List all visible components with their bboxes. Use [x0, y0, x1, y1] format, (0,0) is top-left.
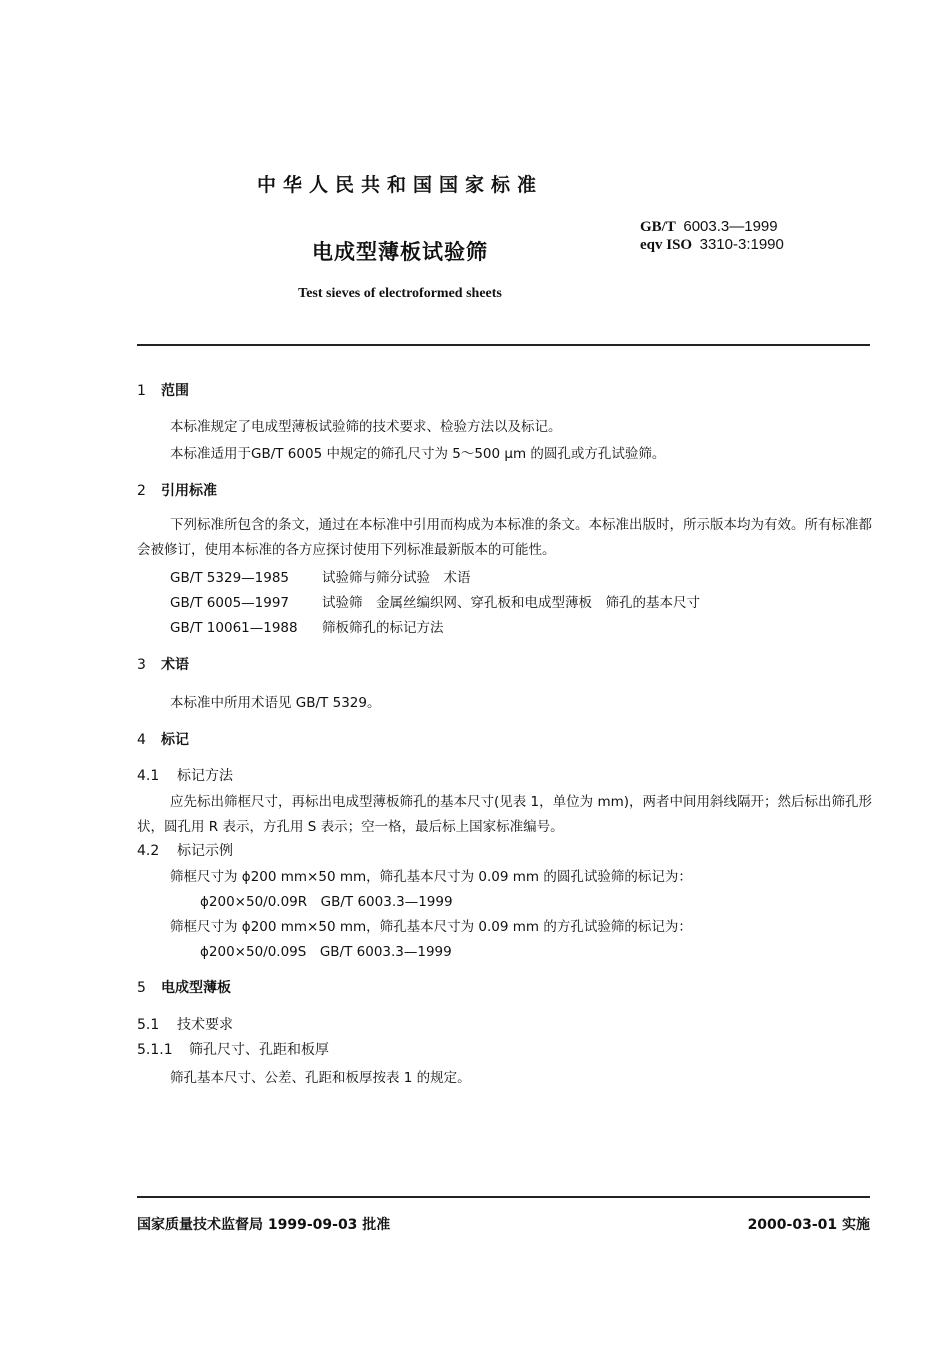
subsection-number: 4.1: [137, 768, 160, 784]
subsection-title: 标记示例: [177, 843, 233, 859]
section-2-paragraph: 下列标准所包含的条文，通过在本标准中引用而构成为本标准的条文。本标准出版时，所示版本均为有效。所有标准都会被修订，使用本标准的各方应探讨使用下列标准最新版本的可能性。: [137, 517, 872, 558]
section-3-paragraph: 本标准中所用术语见 GB/T 5329。: [170, 695, 381, 711]
subsection-number: 4.2: [137, 843, 160, 859]
footer-divider: [137, 1196, 870, 1198]
example-1-text: 筛框尺寸为 ϕ200 mm×50 mm，筛孔基本尺寸为 0.09 mm 的圆孔试验筛的标记为：: [170, 869, 692, 885]
subsection-number: 5.1.1: [137, 1042, 173, 1058]
national-standard-heading: 中华人民共和国国家标准: [256, 174, 543, 196]
equivalent-number: 3310-3:1990: [699, 236, 784, 253]
section-title: 术语: [161, 657, 189, 673]
section-number: 3: [137, 657, 146, 673]
section-title: 电成型薄板: [161, 980, 231, 996]
subsection-5-1-1-paragraph: 筛孔基本尺寸、公差、孔距和板厚按表 1 的规定。: [170, 1070, 471, 1086]
effective-date: 2000-03-01 实施: [747, 1217, 870, 1233]
section-title: 引用标准: [161, 483, 217, 499]
example-1-marking: ϕ200×50/0.09R GB/T 6003.3—1999: [200, 894, 453, 910]
header-divider: [137, 344, 870, 346]
section-number: 4: [137, 732, 146, 748]
section-title: 标记: [161, 732, 189, 748]
subsection-title: 技术要求: [177, 1017, 233, 1033]
subsection-title: 标记方法: [177, 768, 233, 784]
section-3-heading: [137, 654, 189, 674]
standard-number-value: 6003.3—1999: [683, 218, 778, 235]
standard-number: [640, 218, 784, 236]
reference-title: 试验筛与筛分试验 术语: [322, 570, 471, 586]
reference-item: [170, 566, 471, 586]
subsection-4-2-heading: [137, 840, 233, 860]
subsection-number: 5.1: [137, 1017, 160, 1033]
section-number: 1: [137, 383, 146, 399]
section-1-paragraph-2: 本标准适用于GB/T 6005 中规定的筛孔尺寸为 5～500 μm 的圆孔或方孔试验筛。: [170, 446, 666, 462]
reference-title: 筛板筛孔的标记方法: [322, 620, 444, 636]
document-title-en: Test sieves of electroformed sheets: [298, 286, 502, 301]
section-5-heading: [137, 977, 231, 997]
example-2-marking: ϕ200×50/0.09S GB/T 6003.3—1999: [200, 944, 452, 960]
reference-item: [170, 616, 444, 636]
document-title-zh: 电成型薄板试验筛: [312, 240, 488, 264]
reference-code: GB/T 10061—1988: [170, 620, 298, 636]
section-2-heading: [137, 480, 217, 500]
equivalent-prefix: eqv ISO: [640, 237, 693, 253]
section-4-heading: [137, 729, 189, 749]
subsection-5-1-1-heading: [137, 1039, 329, 1059]
section-1-paragraph-1: 本标准规定了电成型薄板试验筛的技术要求、检验方法以及标记。: [170, 419, 562, 435]
section-number: 2: [137, 483, 146, 499]
reference-title: 试验筛 金属丝编织网、穿孔板和电成型薄板 筛孔的基本尺寸: [322, 595, 700, 611]
subsection-4-1-heading: [137, 765, 233, 785]
subsection-4-1-paragraph: 应先标出筛框尺寸，再标出电成型薄板筛孔的基本尺寸(见表 1，单位为 mm)，两者中间用斜线隔开；然后标出筛孔形状，圆孔用 R 表示，方孔用 S 表示；空一格，最后标上国家标准编号。: [137, 794, 873, 835]
example-2-text: 筛框尺寸为 ϕ200 mm×50 mm，筛孔基本尺寸为 0.09 mm 的方孔试验筛的标记为：: [170, 919, 692, 935]
reference-code: GB/T 6005—1997: [170, 595, 290, 611]
reference-code: GB/T 5329—1985: [170, 570, 290, 586]
standard-number-prefix: GB/T: [640, 219, 676, 235]
section-number: 5: [137, 980, 146, 996]
subsection-5-1-heading: [137, 1014, 233, 1034]
reference-item: [170, 591, 700, 611]
section-title: 范围: [161, 383, 189, 399]
subsection-title: 筛孔尺寸、孔距和板厚: [189, 1042, 329, 1058]
section-1-heading: [137, 380, 189, 400]
issued-by-date: 国家质量技术监督局 1999-09-03 批准: [137, 1217, 391, 1233]
